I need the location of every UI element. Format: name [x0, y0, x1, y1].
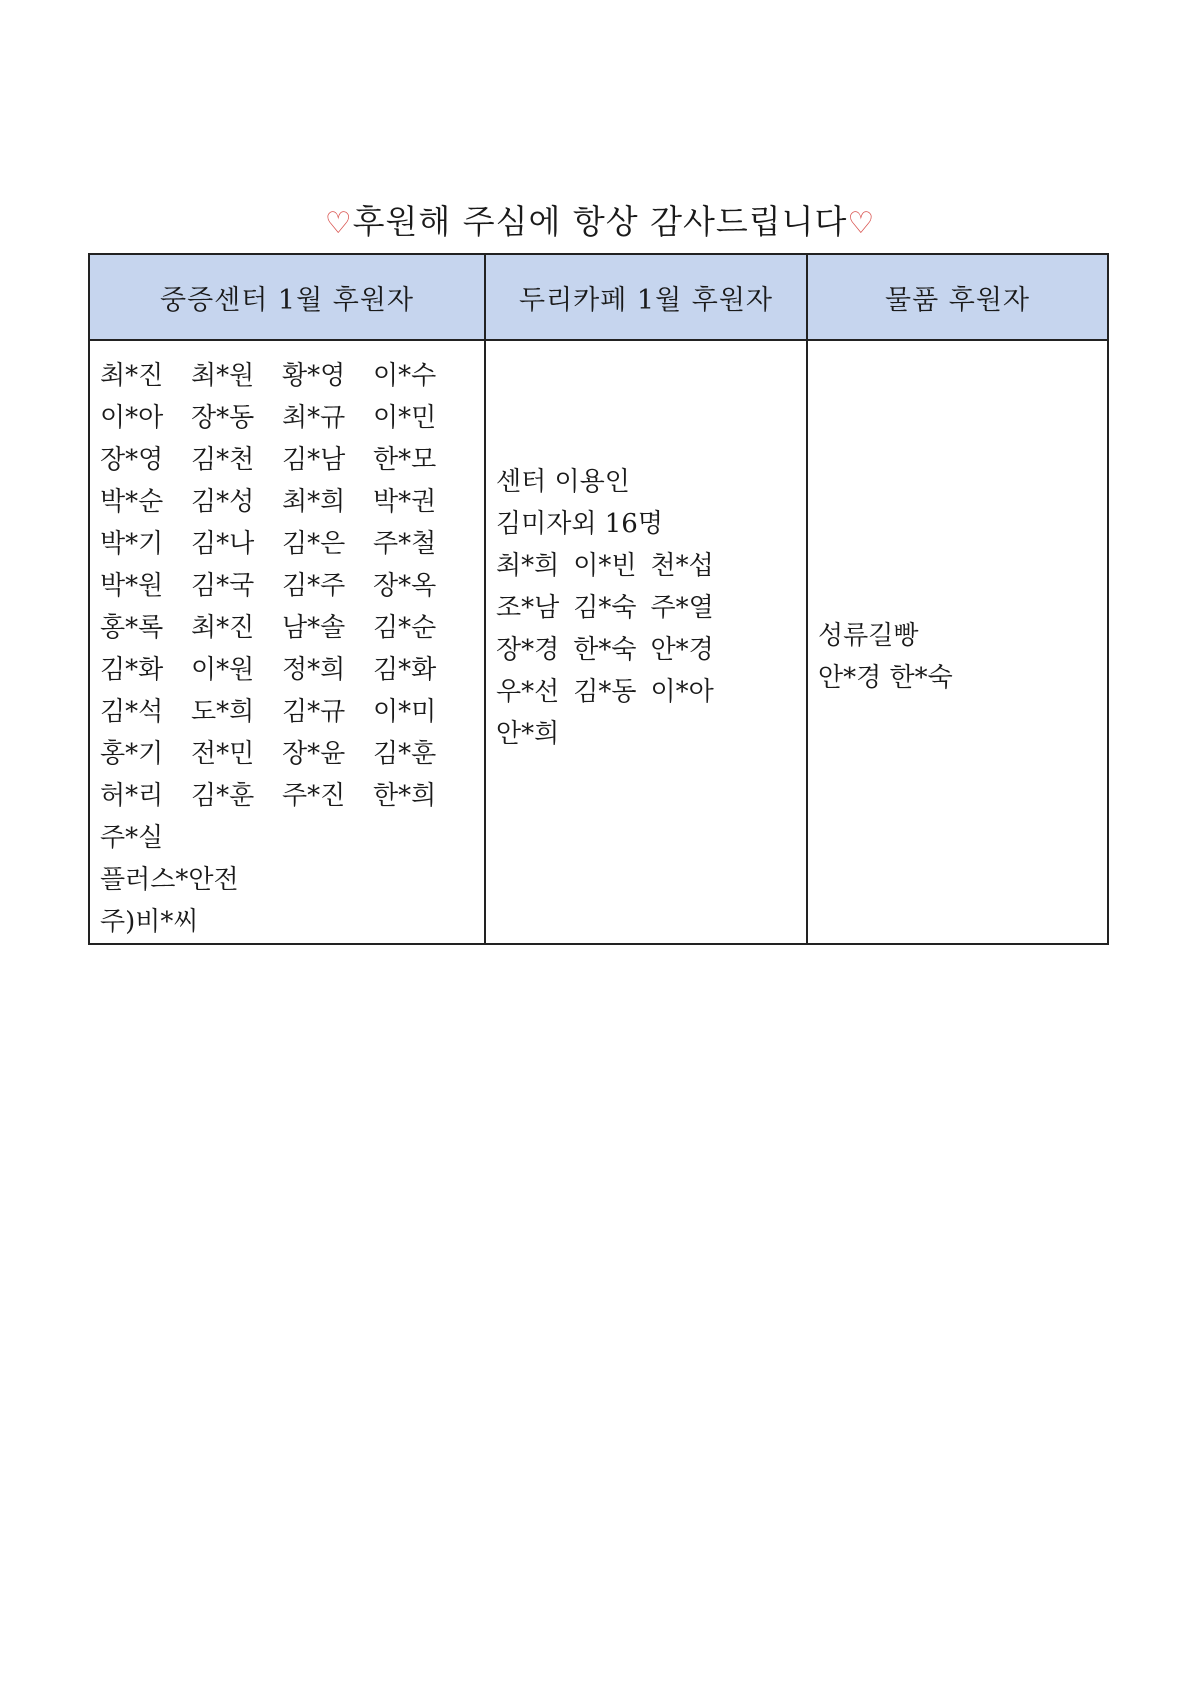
cafe-donors-cell [485, 340, 807, 944]
donor-name: 김*훈 [191, 781, 255, 811]
donor-row [100, 649, 474, 691]
donor-row [100, 355, 474, 397]
donor-name: 김*국 [191, 571, 255, 601]
donor-name: 장*영 [100, 445, 164, 475]
donor-name: 장*경 [496, 635, 560, 665]
donor-name: 최*희 [282, 487, 346, 517]
donor-row [100, 481, 474, 523]
donor-name: 박*순 [100, 487, 164, 517]
donor-name: 주*실 [100, 823, 164, 853]
donor-name: 김*규 [282, 697, 346, 727]
donor-name: 이*빈 [573, 551, 637, 581]
donor-line: 성류길빵 [818, 621, 919, 651]
donor-row [100, 439, 474, 481]
donor-name: 김*석 [100, 697, 164, 727]
donor-name: 최*원 [191, 361, 255, 391]
donor-name: 한*숙 [573, 635, 637, 665]
donor-name: 최*진 [191, 613, 255, 643]
donor-name: 김*남 [282, 445, 346, 475]
donor-name: 김*동 [573, 677, 637, 707]
donor-name: 박*권 [373, 487, 437, 517]
donor-name: 최*진 [100, 361, 164, 391]
donor-name: 황*영 [282, 361, 346, 391]
donor-name: 주)비*씨 [100, 907, 199, 937]
donor-line: 센터 이용인 [496, 467, 630, 497]
donor-name: 박*기 [100, 529, 164, 559]
heart-icon: ♡ [847, 206, 876, 241]
donor-name: 김*은 [282, 529, 346, 559]
header-goods-donors: 물품 후원자 [807, 254, 1108, 340]
donor-name: 남*솔 [282, 613, 346, 643]
donor-row [100, 733, 474, 775]
donor-name: 김*화 [100, 655, 164, 685]
donor-name: 이*아 [100, 403, 164, 433]
donor-name: 김*천 [191, 445, 255, 475]
donor-name: 김*숙 [573, 593, 637, 623]
donor-name: 이*미 [373, 697, 437, 727]
donor-name: 이*수 [373, 361, 437, 391]
donor-name: 전*민 [191, 739, 255, 769]
page-title [0, 198, 1200, 248]
donor-row [100, 691, 474, 733]
donor-row [496, 671, 796, 713]
donor-row [496, 629, 796, 671]
donor-name: 우*선 [496, 677, 560, 707]
donor-name: 허*리 [100, 781, 164, 811]
header-center-donors: 중증센터 1월 후원자 [89, 254, 485, 340]
donor-name: 안*희 [496, 719, 560, 749]
donor-name: 이*민 [373, 403, 437, 433]
donor-name: 홍*록 [100, 613, 164, 643]
donor-name: 플러스*안전 [100, 865, 239, 895]
donor-row [100, 565, 474, 607]
donor-row [100, 523, 474, 565]
donor-row [496, 587, 796, 629]
donor-name: 한*모 [373, 445, 437, 475]
donor-name: 장*옥 [373, 571, 437, 601]
donor-name: 박*원 [100, 571, 164, 601]
donor-row [100, 607, 474, 649]
donor-name: 김*나 [191, 529, 255, 559]
donor-name: 주*진 [282, 781, 346, 811]
donor-row [100, 397, 474, 439]
heart-icon: ♡ [324, 206, 353, 241]
table-body-row [89, 340, 1108, 944]
donor-name: 정*희 [282, 655, 346, 685]
donor-row [100, 775, 474, 817]
donor-name: 안*경 [650, 635, 714, 665]
donor-name: 조*남 [496, 593, 560, 623]
donor-line: 김미자외 16명 [496, 509, 663, 539]
donor-name: 김*순 [373, 613, 437, 643]
title-text: 후원해 주심에 항상 감사드립니다 [352, 202, 848, 241]
donor-name: 한*희 [373, 781, 437, 811]
center-donors-cell [89, 340, 485, 944]
goods-donors-cell [807, 340, 1108, 944]
donor-name: 주*철 [373, 529, 437, 559]
donor-name: 천*섭 [650, 551, 714, 581]
donor-table [88, 253, 1109, 945]
donor-name: 이*아 [650, 677, 714, 707]
donor-name: 김*화 [373, 655, 437, 685]
donor-name: 장*윤 [282, 739, 346, 769]
donor-name: 이*원 [191, 655, 255, 685]
table-header-row [89, 254, 1108, 340]
donor-name: 최*희 [496, 551, 560, 581]
donor-row [496, 545, 796, 587]
donor-name: 홍*기 [100, 739, 164, 769]
donor-name: 장*동 [191, 403, 255, 433]
donor-name: 최*규 [282, 403, 346, 433]
donor-name: 도*희 [191, 697, 255, 727]
donor-name: 주*열 [650, 593, 714, 623]
donor-name: 김*주 [282, 571, 346, 601]
donor-name: 김*성 [191, 487, 255, 517]
donor-name: 김*훈 [373, 739, 437, 769]
header-cafe-donors: 두리카페 1월 후원자 [485, 254, 807, 340]
donor-line: 안*경 한*숙 [818, 663, 953, 693]
